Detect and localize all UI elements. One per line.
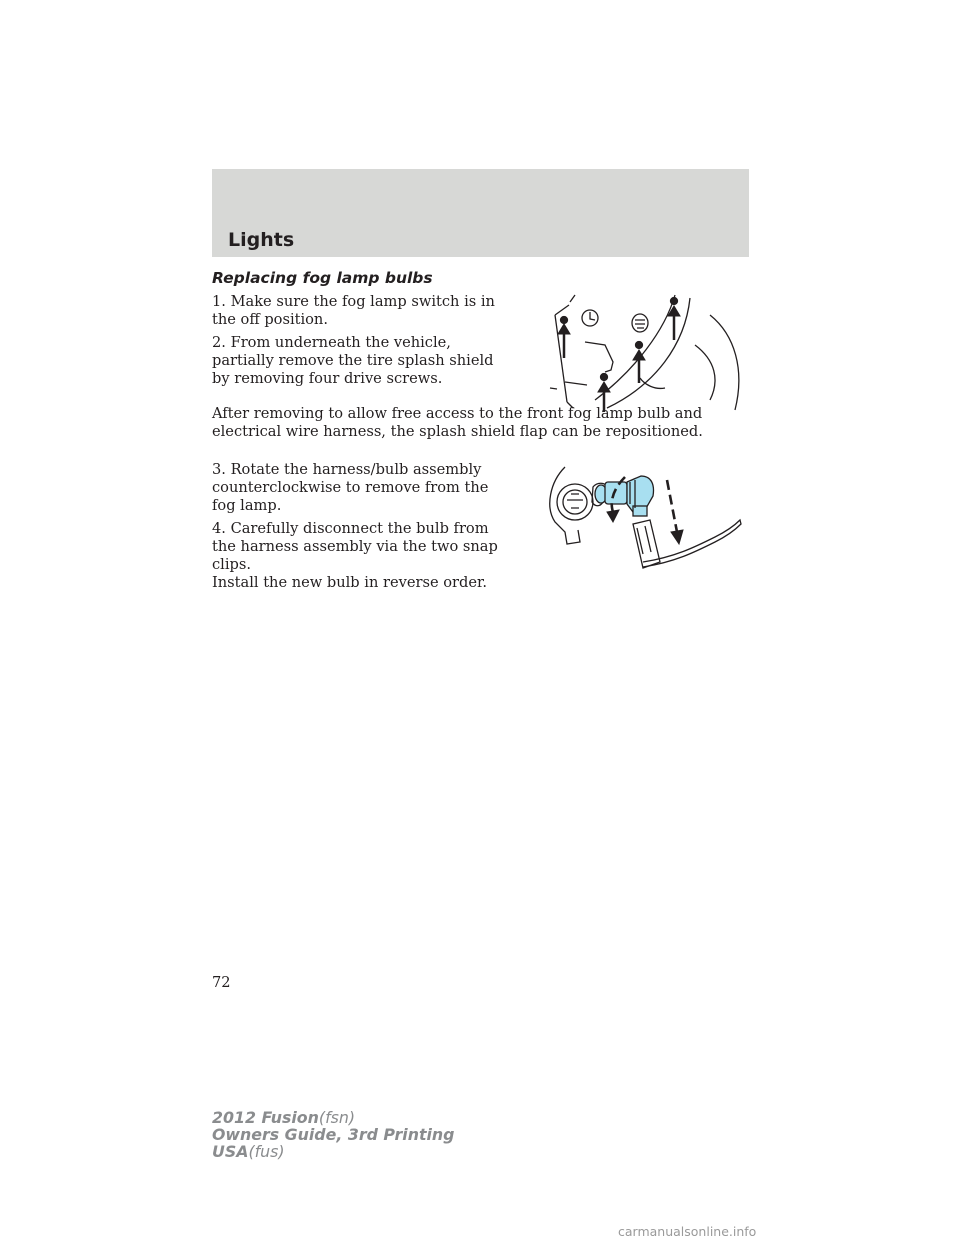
watermark: carmanualsonline.info (618, 1224, 757, 1239)
install-text: Install the new bulb in reverse order. (212, 574, 487, 591)
footer (212, 1109, 454, 1160)
footer-guide: Owners Guide, 3rd Printing (212, 1125, 455, 1144)
footer-model: 2012 Fusion (212, 1108, 319, 1127)
footer-region: USA (212, 1142, 249, 1161)
page-number: 72 (212, 974, 231, 991)
step-1-text: 1. Make sure the fog lamp switch is in the off position. (212, 293, 495, 328)
step-3-text: 3. Rotate the harness/bulb assembly counterclockwise to remove from the fog lamp. (212, 461, 489, 514)
footer-region-code: (fus) (248, 1142, 285, 1161)
after-removing-text: After removing to allow free access to the front fog lamp bulb and electrical wire harness, the splash shield flap can be repositioned. (212, 405, 703, 440)
footer-model-code: (fsn) (318, 1108, 356, 1127)
bulb-harness-removal-figure (545, 462, 745, 587)
subheading: Replacing fog lamp bulbs (212, 269, 433, 287)
step-2-text: 2. From underneath the vehicle, partially remove the tire splash shield by removing four drive screws. (212, 334, 494, 387)
splash-shield-screws-figure (545, 290, 745, 415)
step-4-text: 4. Carefully disconnect the bulb from the harness assembly via the two snap clips. (212, 520, 498, 573)
section-title: Lights (228, 229, 295, 251)
